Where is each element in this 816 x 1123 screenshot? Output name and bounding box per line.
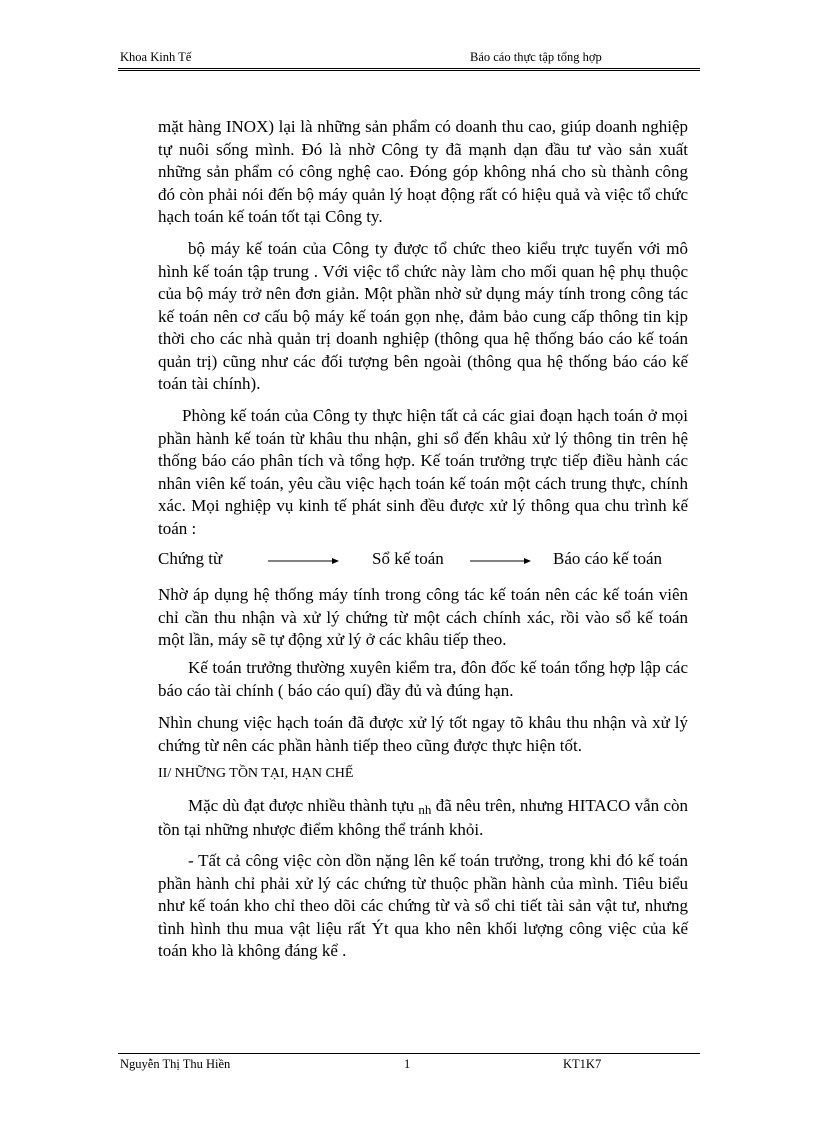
header-left: Khoa Kinh Tế [120,50,192,64]
page-number: 1 [404,1057,411,1071]
paragraph-6 [158,712,688,757]
footer-class: KT1K7 [563,1057,602,1071]
accounting-flow-diagram [158,549,698,573]
paragraph-text: Phòng kế toán của Công ty thực hiện tất cả các giai đoạn hạch toán ở mọi phần hành kế toán từ khâu thu nhận, ghi sổ đến khâu xử lý thông tin trên hệ thống báo cáo phân tích và tổng hợp. Kế toán trưởng trực tiếp điều hành các nhân viên kế toán, yêu cầu việc hạch toán kế toán một cách trung thực, chính xác. Mọi nghiệp vụ kinh tế phát sinh đều được xử lý thông qua chu trình kế toán : [158,406,688,538]
flow-step-ledger: Sổ kế toán [372,549,444,568]
flow-arrow-icon [470,557,532,565]
header-right: Báo cáo thực tập tổng hợp [470,50,602,64]
paragraph-text: - Tất cả công việc còn dồn nặng lên kế toán trưởng, trong khi đó kế toán phần hành chỉ phải xử lý các chứng từ thuộc phần hành của mình. Tiêu biểu như kế toán kho chỉ theo dõi các chứng từ và sổ chi tiết tài sản vật tư, nhưng tình hình thu mua vật liệu rất Ýt qua kho nên khối lượng công việc của kế toán kho là không đáng kể . [158,851,688,960]
paragraph-3 [158,405,688,540]
paragraph-text: bộ máy kế toán của Công ty được tổ chức theo kiểu trực tuyến với mô hình kế toán tập trung . Với việc tổ chức này làm cho mối quan hệ phụ thuộc của bộ máy trở nên đơn giản. Một phần nhờ sử dụng máy tính trong công tác kế toán nên cơ cấu bộ máy kế toán gọn nhẹ, đảm bảo cung cấp thông tin kịp thời cho các nhà quản trị doanh nghiệp (thông qua hệ thống báo cáo kế toán quản trị) cũng như các đối tượng bên ngoài (thông qua hệ thống báo cáo kế toán tài chính). [158,239,688,393]
footer-author: Nguyễn Thị Thu Hiền [120,1057,231,1071]
flow-arrow-icon [268,557,340,565]
flow-step-report: Báo cáo kế toán [553,549,663,568]
paragraph-2 [158,238,688,396]
header-rule [118,68,700,69]
paragraph-5 [158,657,688,702]
flow-step-vouchers: Chứng từ [158,549,223,568]
paragraph-text: Kế toán trưởng thường xuyên kiểm tra, đôn đốc kế toán tổng hợp lập các báo cáo tài chính ( báo cáo quí) đầy đủ và đúng hạn. [158,658,688,700]
paragraph-4 [158,584,688,652]
paragraph-8 [158,850,688,963]
header-rule-double [118,70,700,71]
footer-rule [118,1053,700,1054]
section-title: II/ NHỮNG TỒN TẠI, HẠN CHẾ [158,766,354,781]
paragraph-text: Nhìn chung việc hạch toán đã được xử lý tốt ngay tõ khâu thu nhận và xử lý chứng từ nên các phần hành tiếp theo cũng được thực hiện tốt. [158,713,688,755]
paragraph-text: mặt hàng INOX) lại là những sản phẩm có doanh thu cao, giúp doanh nghiệp tự nuôi sống mình. Đó là nhờ Công ty đã mạnh dạn đầu tư vào sản xuất những sản phẩm có công nghệ cao. Đóng góp không nhá cho sù thành công đó còn phải nói đến bộ máy quản lý hoạt động rất có hiệu quả và việc tổ chức hạch toán kế toán tốt tại Công ty. [158,117,688,226]
paragraph-7 [158,795,688,841]
stray-text: nh [418,802,432,817]
paragraph-1 [158,116,688,229]
paragraph-text: Nhờ áp dụng hệ thống máy tính trong công tác kế toán nên các kế toán viên chỉ cần thu nhận và xử lý chứng từ một cách chính xác, rồi vào sổ kế toán một lần, máy sẽ tự động xử lý ở các khâu tiếp theo. [158,585,688,649]
paragraph-text [158,795,688,841]
paragraph-text-part: Mặc dù đạt được nhiều thành tựu [188,796,415,815]
paragraph-text-part: đã nêu trên, nhưng HITACO vẫn còn tồn tại những nhược điểm không thể tránh khỏi. [158,796,689,839]
